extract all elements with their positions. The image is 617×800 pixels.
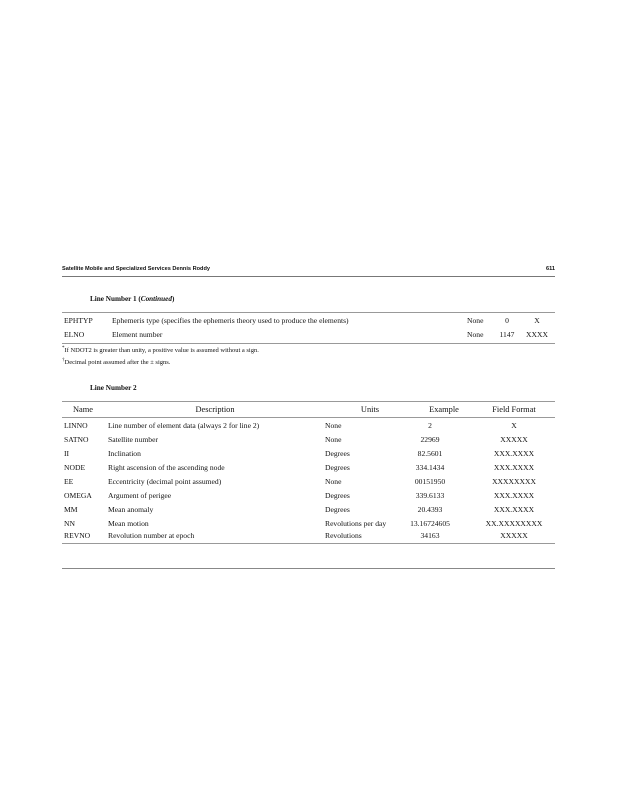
header-description: Description [195, 405, 235, 414]
field-units: Degrees [325, 463, 350, 472]
footnote: *If NDOT2 is greater than unity, a positive value is assumed without a sign. [62, 346, 259, 354]
field-format: XX.XXXXXXXX [485, 519, 543, 528]
field-units: None [467, 330, 484, 339]
table-row [62, 475, 555, 489]
field-format: XXX.XXXX [493, 449, 535, 458]
footnotes [62, 344, 259, 368]
field-description: Ephemeris type (specifies the ephemeris theory used to produce the elements) [112, 316, 349, 325]
field-name: NN [64, 519, 75, 528]
table-row [62, 529, 555, 543]
page-number: 611 [545, 266, 555, 272]
field-example: 2 [428, 421, 432, 430]
table-row [62, 433, 555, 447]
header-units: Units [360, 405, 380, 414]
field-units: Degrees [325, 491, 350, 500]
field-format: XXX.XXXX [493, 505, 535, 514]
table-row [62, 461, 555, 475]
field-example: 20.4393 [417, 505, 443, 514]
field-example: 22969 [420, 435, 440, 444]
field-description: Right ascension of the ascending node [108, 463, 225, 472]
field-description: Mean motion [108, 519, 149, 528]
footnote: †Decimal point assumed after the ± signs. [62, 358, 171, 366]
running-header [62, 265, 555, 277]
field-units: Revolutions per day [325, 519, 387, 528]
field-description: Mean anomaly [108, 505, 154, 514]
field-format: XXXX [526, 330, 548, 339]
field-units: Degrees [325, 505, 350, 514]
field-units: None [325, 421, 342, 430]
field-format: XXXXX [500, 531, 528, 540]
field-example: 339.6133 [415, 491, 445, 500]
field-description: Revolution number at epoch [108, 531, 195, 540]
table-row [62, 489, 555, 503]
table-row [62, 328, 555, 342]
bottom-divider [62, 568, 555, 569]
field-name: NODE [64, 463, 86, 472]
field-format: XXXXXXXX [492, 477, 536, 486]
field-description: Argument of perigee [108, 491, 172, 500]
field-name: LINNO [64, 421, 88, 430]
field-units: None [467, 316, 484, 325]
field-example: 334.1434 [415, 463, 445, 472]
field-format: X [511, 421, 517, 430]
field-example: 1147 [499, 330, 515, 339]
field-name: EE [64, 477, 74, 486]
field-format: XXX.XXXX [493, 491, 535, 500]
table-header [62, 402, 555, 418]
field-format: XXX.XXXX [493, 463, 535, 472]
header-name: Name [73, 405, 93, 414]
field-format: XXXXX [500, 435, 528, 444]
line1-continued-table [62, 312, 555, 344]
line2-table [62, 401, 555, 544]
field-description: Element number [112, 330, 163, 339]
field-name: ELNO [64, 330, 85, 339]
field-example: 34163 [420, 531, 440, 540]
field-format: X [534, 316, 540, 325]
field-name: II [64, 449, 70, 458]
field-name: MM [64, 505, 78, 514]
field-example: 13.16724605 [410, 519, 450, 528]
table-row [62, 503, 555, 517]
running-header-title: Satellite Mobile and Specialized Services Dennis Roddy [62, 266, 210, 272]
field-description: Inclination [108, 449, 141, 458]
field-example: 00151950 [414, 477, 446, 486]
header-format: Field Format [492, 405, 536, 414]
table-row [62, 447, 555, 461]
table-row [62, 419, 555, 433]
field-example: 82.5601 [417, 449, 443, 458]
field-name: REVNO [64, 531, 91, 540]
field-units: Degrees [325, 449, 350, 458]
header-example: Example [429, 405, 459, 414]
table2-caption: Line Number 2 [90, 384, 137, 392]
field-units: None [325, 435, 342, 444]
field-example: 0 [505, 316, 509, 325]
field-units: Revolutions [325, 531, 362, 540]
field-description: Line number of element data (always 2 for line 2) [108, 421, 260, 430]
table1-caption: Line Number 1 (Continued) [90, 295, 175, 303]
field-name: OMEGA [64, 491, 92, 500]
table-row [62, 314, 555, 328]
field-description: Eccentricity (decimal point assumed) [108, 477, 222, 486]
field-name: SATNO [64, 435, 89, 444]
field-units: None [325, 477, 342, 486]
field-name: EPHTYP [64, 316, 93, 325]
field-description: Satellite number [108, 435, 158, 444]
